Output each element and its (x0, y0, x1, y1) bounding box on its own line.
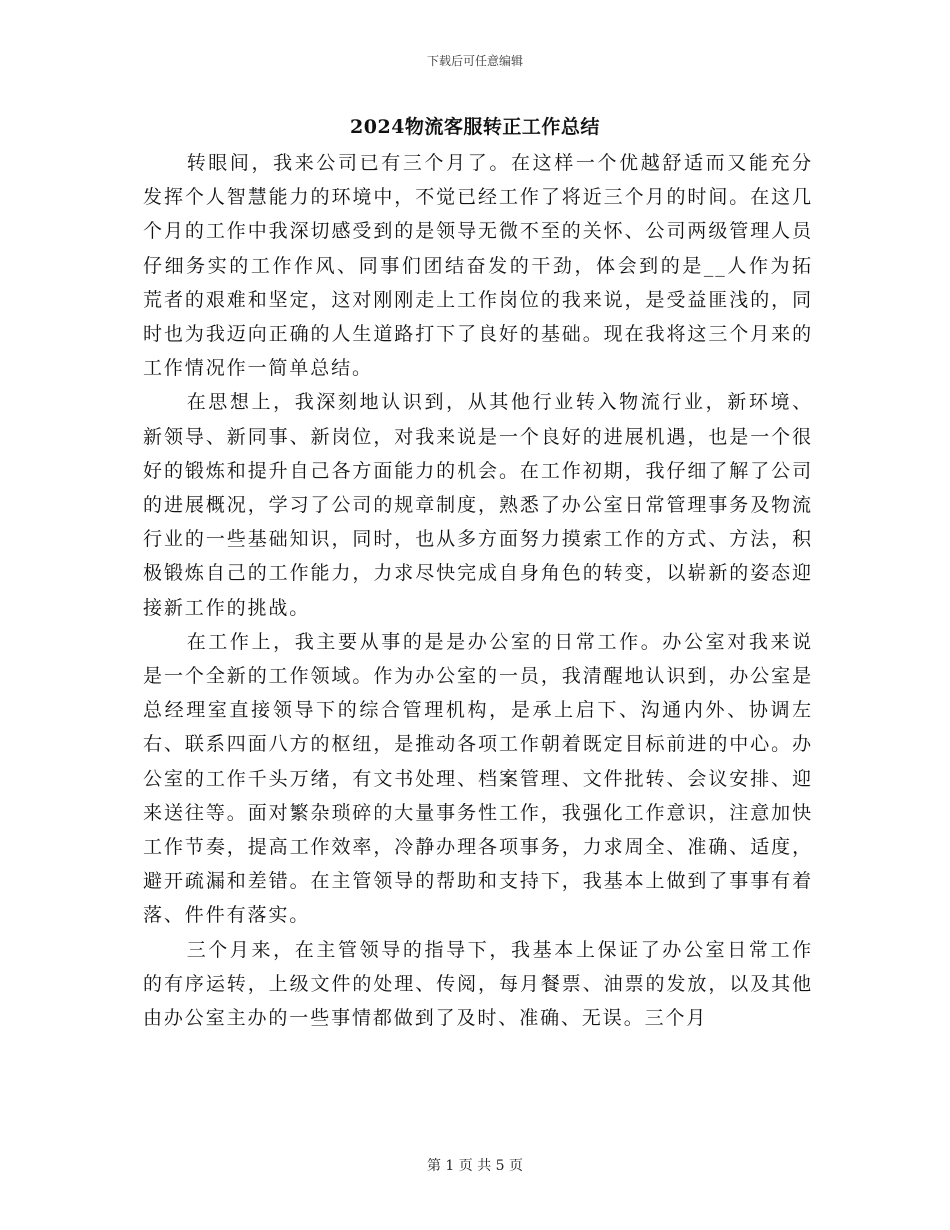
paragraph: 三个月来，在主管领导的指导下，我基本上保证了办公室日常工作的有序运转，上级文件的处理、传阅，每月餐票、油票的发放，以及其他由办公室主办的一些事情都做到了及时、准确、无误。三个月 (143, 938, 813, 1030)
page-header-note: 下载后可任意编辑 (426, 54, 523, 68)
paragraph: 在思想上，我深刻地认识到，从其他行业转入物流行业，新环境、新领导、新同事、新岗位，对我来说是一个良好的进展机遇，也是一个很好的锻炼和提升自己各方面能力的机会。在工作初期，我仔细了解了公司的进展概况，学习了公司的规章制度，熟悉了办公室日常管理事务及物流行业的一些基础知识，同时，也从多方面努力摸索工作的方式、方法，积极锻炼自己的工作能力，力求尽快完成自身角色的转变，以崭新的姿态迎接新工作的挑战。 (143, 391, 813, 619)
document-body (143, 146, 813, 1035)
document-title: 2024物流客服转正工作总结 (350, 116, 600, 138)
paragraph: 转眼间，我来公司已有三个月了。在这样一个优越舒适而又能充分发挥个人智慧能力的环境中，不觉已经工作了将近三个月的时间。在这几个月的工作中我深切感受到的是领导无微不至的关怀、公司两级管理人员仔细务实的工作作风、同事们团结奋发的干劲，体会到的是__人作为拓荒者的艰难和坚定，这对刚刚走上工作岗位的我来说，是受益匪浅的，同时也为我迈向正确的人生道路打下了良好的基础。现在我将这三个月来的工作情况作一简单总结。 (143, 152, 813, 380)
page-number: 第 1 页 共 5 页 (426, 1158, 524, 1174)
paragraph: 在工作上，我主要从事的是是办公室的日常工作。办公室对我来说是一个全新的工作领域。作为办公室的一员，我清醒地认识到，办公室是总经理室直接领导下的综合管理机构，是承上启下、沟通内外、协调左右、联系四面八方的枢纽，是推动各项工作朝着既定目标前进的中心。办公室的工作千头万绪，有文书处理、档案管理、文件批转、会议安排、迎来送往等。面对繁杂琐碎的大量事务性工作，我强化工作意识，注意加快工作节奏，提高工作效率，冷静办理各项事务，力求周全、准确、适度，避开疏漏和差错。在主管领导的帮助和支持下，我基本上做到了事事有着落、件件有落实。 (143, 630, 813, 927)
